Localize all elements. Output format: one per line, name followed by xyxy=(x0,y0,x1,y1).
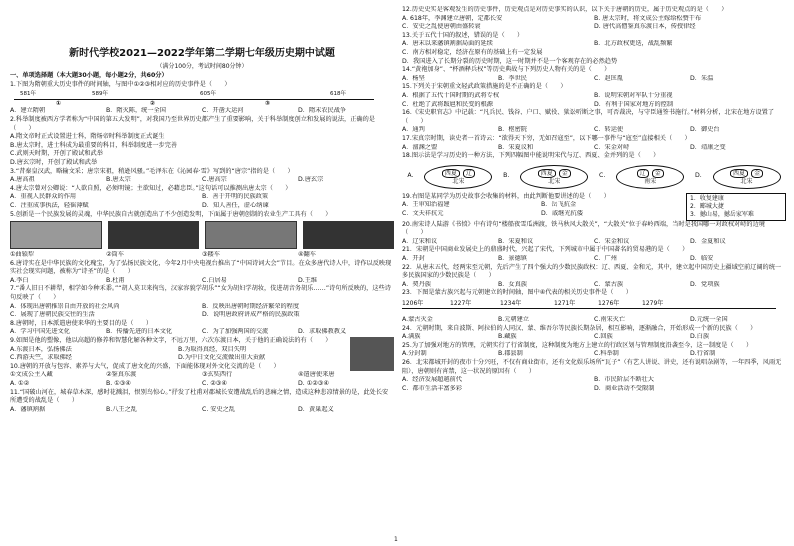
question-15: 15.下列关于宋朝重文轻武政策措施的是不正确的是（ ） xyxy=(402,83,567,91)
question-25: 25.为了加强对地方的管理，元朝实行了行省制度，这种制度为地方上建立的行政区划与管理制度沿袭至今，这一制度是（ ） xyxy=(402,341,753,349)
question-14: 14.“黄袍加身”、“杯酒释兵权”等历史典故与下列历史人物有关的是（ ） xyxy=(402,66,611,74)
timeline-year: 605年 xyxy=(200,91,216,98)
option[interactable]: B．传播先进的日本文化 xyxy=(106,328,173,336)
option[interactable]: C．展现了唐朝民族交往的生活 xyxy=(10,311,95,319)
option[interactable]: C．蒙古族 xyxy=(594,280,624,288)
item: ④遣唐使来唐 xyxy=(298,371,335,379)
option[interactable]: A．通判 xyxy=(402,126,425,134)
option[interactable]: C.武则天时期，开创了殿试和武举 xyxy=(10,150,103,158)
q25-options xyxy=(402,350,786,359)
timeline-mark: ① xyxy=(56,100,62,108)
regime-label: 北宋 xyxy=(548,177,561,185)
question-8: 8.唐朝时，日本派遣唐使来华的主要目的是（ ） xyxy=(10,319,153,327)
option[interactable]: D. 唐代高僧鉴真东渡日本，传授律经 xyxy=(594,23,696,31)
q24-options xyxy=(402,333,786,342)
timeline-year: 1227年 xyxy=(450,300,472,308)
option[interactable]: B.藏族 xyxy=(498,333,517,341)
option[interactable]: B.唐太宗 xyxy=(106,176,131,184)
material-item: 1．收复建康 xyxy=(690,194,724,202)
option[interactable]: B．女真族 xyxy=(498,280,527,288)
option[interactable]: D．戚继光抗倭 xyxy=(541,209,583,217)
option[interactable]: D．隋末农民战争 xyxy=(298,107,347,115)
question-12: 12.历史史实是客观发生的历史事件，历史观点是对历史事实的认识，以下关于唐朝的历史，属于历史观点的是（ ） xyxy=(402,6,728,13)
q18-diagrams xyxy=(402,163,786,191)
option[interactable]: D.元统一全国 xyxy=(690,316,728,324)
option[interactable]: B．反映出唐朝时期经济繁荣的程度 xyxy=(202,302,300,310)
q19-material-box xyxy=(686,193,786,221)
option[interactable]: C.南宋灭亡 xyxy=(594,316,626,324)
regime-label: 金 xyxy=(652,169,664,178)
left-column xyxy=(10,6,394,546)
question-21: 21．宋朝是中国商业发展史上的鼎盛时代，兴起了宋代，下列城市中属于中国著名的贸易港的是（ ） xyxy=(402,246,689,254)
item: ③玄奘西行 xyxy=(202,371,233,379)
option[interactable]: D．朱温 xyxy=(690,74,714,82)
option[interactable]: A.唐高祖 xyxy=(10,176,35,184)
right-column xyxy=(402,6,786,546)
option[interactable]: B．岳飞抗金 xyxy=(541,201,577,209)
option[interactable]: C．转运使 xyxy=(594,126,624,134)
option[interactable]: A.分封制 xyxy=(402,350,427,358)
diagram-oval[interactable] xyxy=(616,165,684,189)
option[interactable]: B.郡县制 xyxy=(498,350,523,358)
regime-label: 金 xyxy=(559,169,571,178)
option[interactable]: A．建立隋朝 xyxy=(10,107,46,115)
question-1: 1.下图为隋朝重大历史事件的时间轴，与图中①②③相对应的历史事件是（ ） xyxy=(10,80,231,88)
regime-label: 北宋 xyxy=(740,177,753,185)
timeline-year: 1279年 xyxy=(642,300,664,308)
option[interactable]: ④翻车 xyxy=(298,251,316,259)
question-16: 16.《宋史职官志》中记载：“凡兵民、钱谷、户口、赋役、狱讼听断之事，可否裁决，与守臣通签书施行。”材料分析，北宋在地方设置了（ ） xyxy=(402,109,775,125)
option[interactable]: A．契丹族 xyxy=(402,280,431,288)
option[interactable]: D.唐玄宗 xyxy=(298,176,324,184)
option-label[interactable]: A. xyxy=(407,172,414,180)
option[interactable]: C.回族 xyxy=(594,333,613,341)
question-4: 4.唐太宗曾对公卿说：“人欲自照，必须明镜；主欲知过，必藉忠臣。”这句话可以推测出唐太宗（ ） xyxy=(10,184,292,192)
option[interactable]: D．临安 xyxy=(690,255,714,263)
option-label[interactable]: D. xyxy=(694,172,702,180)
section-heading: 一、单项选择题（本大题30小题，每小题2分，共60分） xyxy=(10,72,168,80)
option[interactable]: A.东渡日本，弘扬佛法 xyxy=(10,345,72,353)
option[interactable]: B．北方政权更迭，战乱频繁 xyxy=(594,40,673,48)
plough-image xyxy=(10,221,102,249)
option[interactable]: A. ①② xyxy=(10,380,30,387)
timeline-mark: ③ xyxy=(265,100,271,108)
option[interactable]: D．知人善任，虚心纳谏 xyxy=(202,201,269,209)
option[interactable]: D．黄巢起义 xyxy=(298,405,334,413)
timeline-year: 1276年 xyxy=(598,300,620,308)
option[interactable]: A．澶渊之盟 xyxy=(402,143,438,151)
regime-label: 北宋 xyxy=(452,177,465,185)
regime-label: 辽 xyxy=(637,169,649,178)
seeder-image xyxy=(205,221,297,249)
option[interactable]: B．景德镇 xyxy=(498,255,527,263)
option[interactable]: D.行省制 xyxy=(690,350,716,358)
regime-label: 金 xyxy=(751,169,763,178)
option[interactable]: ②筒车 xyxy=(106,251,124,259)
option[interactable]: D．金夏和议 xyxy=(690,237,726,245)
option[interactable]: B．枢密院 xyxy=(498,126,527,134)
regime-label: 西夏 xyxy=(442,169,460,178)
regime-label: 西夏 xyxy=(730,169,748,178)
option[interactable]: A．藩镇割据 xyxy=(10,405,46,413)
option[interactable]: D．商业活动不受限制 xyxy=(594,384,655,392)
q1-timeline xyxy=(10,90,394,106)
option[interactable]: A．开封 xyxy=(402,255,425,263)
option[interactable]: D．求取佛教教义 xyxy=(298,328,347,336)
regime-label: 辽 xyxy=(463,169,475,178)
q12-options xyxy=(402,15,786,32)
timeline-mark: ② xyxy=(150,100,156,108)
timeline-year: 1234年 xyxy=(500,300,522,308)
option[interactable]: B.元朝建立 xyxy=(498,316,529,324)
option[interactable]: ③耧车 xyxy=(202,251,220,259)
option[interactable]: C．都市生活丰富多彩 xyxy=(402,384,463,392)
option[interactable]: D．说明唐政府讲成严格的民族政策 xyxy=(202,311,300,319)
option[interactable]: B．说明宋朝对军队十分重视 xyxy=(594,91,673,99)
option[interactable]: B．宋夏和议 xyxy=(498,237,534,245)
page-title: 新时代学校2021—2022学年第二学期七年级历史期中试题 xyxy=(69,48,335,59)
waterwheel-image xyxy=(108,221,200,249)
question-22: 22．从唐末五代，经两宋至元朝，先后产生了四个强大的少数民族政权：辽、西夏、金和元，其中，建立起中国历史上疆域空前辽阔的统一多民族国家的少数民族是（ ） xyxy=(402,263,782,280)
timeline-year: 1206年 xyxy=(402,300,424,308)
option[interactable]: B．市民阶层不断壮大 xyxy=(594,376,654,384)
option[interactable]: C．杜绝了武将跋扈和民变的根源 xyxy=(402,100,493,108)
option[interactable]: A．王审知治福建 xyxy=(402,201,450,209)
option[interactable]: D.唐玄宗时，开创了殿试和武举 xyxy=(10,158,98,166)
question-2: 2.科举制度被西方学者称为“中国的第五大发明”，对我国乃至世界历史都产生了重要影响，关于科举制度创立和发展的说法，正确的是（ ） xyxy=(10,115,375,132)
option[interactable]: D．靖康之变 xyxy=(690,143,726,151)
timeline-year: 581年 xyxy=(20,91,36,98)
jianzhen-statue-image xyxy=(350,337,394,371)
q13-options xyxy=(402,40,786,49)
timeline-year: 618年 xyxy=(330,91,346,98)
question-18: 18.图示法是学习历史的一种方法，下列四幅图中能说明宋代与辽、西夏、金并列的是（ ） xyxy=(402,152,660,160)
option[interactable]: A.隋文帝时正式设置进士科，隋炀帝时科举制度正式诞生 xyxy=(10,133,165,141)
regime-label: 西夏 xyxy=(538,169,556,178)
diagram-oval[interactable] xyxy=(713,165,781,189)
option[interactable]: C．文天祥抗元 xyxy=(402,209,444,217)
q16-options xyxy=(402,126,786,135)
option[interactable]: C．安史之乱使唐朝由盛转衰 xyxy=(402,23,481,31)
option[interactable]: B．宋夏议和 xyxy=(498,143,534,151)
q23-options xyxy=(402,316,786,325)
option[interactable]: C．赵匡胤 xyxy=(594,74,624,82)
item: ①文成公主入藏 xyxy=(10,371,53,379)
option[interactable]: B. 唐太宗时，将文成公主嫁给松赞干布 xyxy=(594,14,702,22)
option[interactable]: C.唐高宗 xyxy=(202,176,227,184)
option[interactable]: C．为了加强两国的交流 xyxy=(202,328,269,336)
q10-items xyxy=(10,371,394,380)
option[interactable]: D.为中日文化交流做出重大贡献 xyxy=(178,354,266,362)
question-3: 3.“昔秦皇汉武，略输文采；唐宗宋祖，稍逊风骚。”毛泽东在《沁园春·雪》写到的“唐宗”指的是（ ） xyxy=(10,167,294,175)
option[interactable]: A．重视人民群众的作用 xyxy=(10,193,77,201)
question-26: 26．北宋都城开封的夜市十分兴旺，不仅有商业街市，还有文化娱乐场所“瓦子”（有艺人讲说、讲史，还有说唱杂剧等，一年四季，风雨无阻），唐朝则有宵禁，这一状况的原因有（ ） xyxy=(402,359,782,375)
option[interactable]: A．体现出唐朝推崇自由开放的社会风尚 xyxy=(10,302,120,310)
q10-options xyxy=(10,380,394,389)
q19-block xyxy=(402,193,786,221)
option[interactable]: B.八王之乱 xyxy=(106,405,137,413)
option[interactable]: A.蒙古灭金 xyxy=(402,316,433,324)
option[interactable]: C.白居易 xyxy=(202,276,227,284)
question-20: 20.南宋诗人陆游《书愤》中有诗句“楼船夜雪瓜洲渡，铁马秋风大散关”，“大散关”位于春岭西端，当时是我国哪一对政权对峙的边境（ ） xyxy=(402,220,765,237)
option[interactable]: A. 618年，李渊建立唐朝，定都长安 xyxy=(402,14,503,22)
q19-options xyxy=(402,201,680,218)
q9-options xyxy=(10,346,346,363)
item: ②鉴真东渡 xyxy=(106,371,137,379)
q26-options xyxy=(402,376,786,393)
q4-options xyxy=(10,193,394,210)
material-item: 2．郾城大捷 xyxy=(690,202,724,210)
option[interactable]: C．注重成事执法，轻徭薄赋 xyxy=(10,201,89,209)
timeline-line xyxy=(14,99,374,100)
option[interactable]: B．善于开明的民族政策 xyxy=(202,193,269,201)
q5-images xyxy=(10,221,394,249)
question-19: 19.右图是某同学为历史故事会收集的材料，由此判断他要讲述的是（ ） xyxy=(402,192,610,200)
q1-options xyxy=(10,107,394,116)
diagram-oval[interactable] xyxy=(520,165,588,189)
question-17: 17.宋真宗时期，读史者一首诗云：“欲得天下穷，无如召寇至”，以下哪一事件与“寇至”直接相关（ ） xyxy=(402,134,691,142)
q3-options xyxy=(10,176,394,185)
option[interactable]: A．杨坚 xyxy=(402,74,425,82)
q5-options xyxy=(10,251,394,260)
question-6: 6.唐诗实在是中华民族的文化瑰宝，为了弘扬民族文化，今年2月中央电视台推出了“中国诗词大会”节目。在众多唐代诗人中，诗作以反映现实社会现实问题，被称为“诗圣”的是（ ） xyxy=(10,259,392,276)
option[interactable]: C．宋金对峙 xyxy=(594,143,630,151)
option[interactable]: C．广州 xyxy=(594,255,617,263)
question-7: 7.“番人旧日不耕犁，相学如今种禾黍。”“胡人莫卫来拘鸟，汉家容貌学胡乐”“女为胡妇学胡妆，伎进胡音务胡乐……”诗句所反映的，这些诗句反映了（ ） xyxy=(10,285,391,302)
material-item: 3．撼山易，撼岳家军难 xyxy=(690,210,754,218)
option[interactable]: D．我国进入了长期分裂的历史时期，这一时期并不是一个客观存在的必然趋势 xyxy=(402,57,618,65)
option[interactable]: D.白族 xyxy=(690,333,710,341)
question-9: 9.如图是他的塑像，他以高超的修养和智慧化解各种文字，不远万里，六次东渡日本，关于他的正确说法的有（ ） xyxy=(10,337,332,345)
option[interactable]: A．根据了五代十国时期的武将专权 xyxy=(402,91,500,99)
option[interactable]: A．唐末以来藩镇割据局面的延续 xyxy=(402,40,493,48)
option[interactable]: C．南方相对稳定，经济在原有的基础上有一定发展 xyxy=(402,48,543,56)
option[interactable]: C. 安史之乱 xyxy=(202,405,236,413)
q7-options xyxy=(10,303,394,320)
exam-meta: （满分100分，考试时间80分钟） xyxy=(156,62,248,70)
q17-options xyxy=(402,144,786,153)
option[interactable]: D. ①②③④ xyxy=(298,380,329,387)
option[interactable]: A．经济发展超越前代 xyxy=(402,376,462,384)
option[interactable]: C．开凿大运河 xyxy=(202,107,244,115)
timeline-year: 1271年 xyxy=(554,300,576,308)
option[interactable]: C．宋金和议 xyxy=(594,237,630,245)
option[interactable]: B．李世民 xyxy=(498,74,527,82)
question-13: 13.关于五代十国的叙述，错误的是（ ） xyxy=(402,31,524,39)
option[interactable]: D．御史台 xyxy=(690,126,720,134)
option[interactable]: ①曲辕犁 xyxy=(10,251,35,259)
question-23: 23．下图是蒙古族兴起与元朝建立的时间轴，图中④代表的相关历史事件是（ ） xyxy=(402,289,632,297)
page-number: 1 xyxy=(394,536,398,543)
q11-options xyxy=(10,406,394,415)
question-11: 11.“国破山河在，城春草木深，感时花溅泪，恨别鸟惊心。”抒发了杜甫对郡城长安遭战乱后的悲痛之情，造成这种悲凉情景的是，此处长安所遭受的战乱是（ ） xyxy=(10,388,389,405)
q23-timeline xyxy=(402,300,786,314)
chain-pump-image xyxy=(303,221,395,249)
option-label[interactable]: B. xyxy=(503,172,510,180)
option[interactable]: B.杜甫 xyxy=(106,276,125,284)
q21-options xyxy=(402,255,786,264)
option[interactable]: B.为取得真经，双目失明 xyxy=(178,345,247,353)
diagram-oval[interactable] xyxy=(424,165,492,189)
option-label[interactable]: C. xyxy=(599,172,606,180)
q8-options xyxy=(10,328,394,337)
regime-label: 南宋 xyxy=(644,177,657,185)
option[interactable]: A.满族 xyxy=(402,333,421,341)
question-24: 24．元朝时期，来自波斯、阿拉伯的人同汉、蒙、维吾尔等民族长期杂居，相互影响，逐渐融合，开始形成一个新的民族（ ） xyxy=(402,324,757,332)
option[interactable]: B．隋灭陈，统一全国 xyxy=(106,107,166,115)
question-5: 5.创新是一个民族发展的灵魂，中华民族自古就创造出了不少创造发明，下面属于唐朝创制的农业生产工具有（ ） xyxy=(10,210,332,218)
option[interactable]: D．党项族 xyxy=(690,280,720,288)
option[interactable]: D.王维 xyxy=(298,276,318,284)
option[interactable]: A．学习中国先进文化 xyxy=(10,328,70,336)
option[interactable]: A.李白 xyxy=(10,276,29,284)
option[interactable]: B. ①③④ xyxy=(106,380,131,387)
option[interactable]: B.唐太宗时，进士科成为最重要的科目，科举制度进一步完善 xyxy=(10,141,178,149)
q15-options xyxy=(402,92,786,109)
option[interactable]: C.西游天竺，求取佛经 xyxy=(10,354,72,362)
option[interactable]: C. ②③④ xyxy=(202,380,227,387)
option[interactable]: C.科举制 xyxy=(594,350,619,358)
question-10: 10.唐朝的开放与包容、素养与大气，促成了唐文化的兴盛，下面能体现对外文化交流的是（ ） xyxy=(10,362,280,370)
option[interactable]: D．有利于国家对地方的控制 xyxy=(594,100,674,108)
option[interactable]: A．辽宋和议 xyxy=(402,237,438,245)
timeline-year: 589年 xyxy=(92,91,108,98)
